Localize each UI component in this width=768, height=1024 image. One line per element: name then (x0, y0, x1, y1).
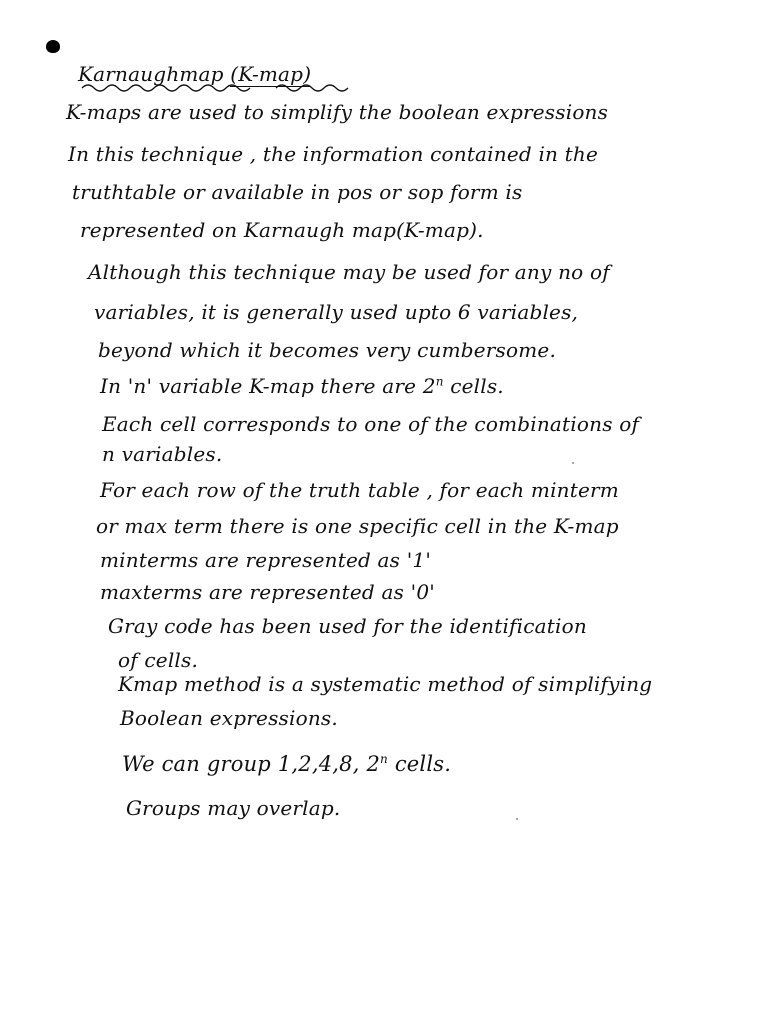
text-line-20: Groups may overlap. (126, 796, 341, 820)
text-line-12: or max term there is one specific cell in the K-map (96, 514, 619, 538)
text-line-3: truthtable or available in pos or sop form is (72, 180, 523, 204)
text-line-15: Gray code has been used for the identification (108, 614, 587, 638)
text-line-19 (122, 752, 451, 776)
cells-suffix-2: cells. (394, 752, 452, 776)
text-line-17: Kmap method is a systematic method of simplifying (118, 672, 653, 696)
ink-blot (46, 40, 60, 53)
cells-suffix: cells. (450, 374, 504, 398)
text-line-2: In this technique , the information contained in the (68, 142, 599, 166)
text-line-9: Each cell corresponds to one of the combinations of (102, 412, 640, 436)
text-line-4: represented on Karnaugh map(K-map). (80, 218, 484, 242)
group-sizes-text: We can group 1,2,4,8, 2 (122, 752, 381, 776)
title-main: Karnaughmap (78, 62, 224, 86)
title-underline-squiggle (80, 82, 360, 94)
text-line-6: variables, it is generally used upto 6 variables, (94, 300, 579, 324)
superscript-n-2: n (380, 752, 388, 766)
title-paren: (K-map) (230, 62, 312, 86)
text-line-11: For each row of the truth table , for each minterm (100, 478, 619, 502)
stray-mark-2 (516, 818, 518, 820)
text-line-8 (100, 374, 504, 398)
superscript-n: n (435, 374, 444, 389)
cells-count-text: In 'n' variable K-map there are 2 (100, 374, 436, 398)
text-line-7: beyond which it becomes very cumbersome. (98, 338, 557, 362)
text-line-16: of cells. (118, 648, 199, 672)
stray-mark (572, 462, 574, 464)
text-line-5: Although this technique may be used for any no of (88, 260, 610, 284)
text-line-18: Boolean expressions. (120, 706, 338, 730)
text-line-10: n variables. (102, 442, 223, 466)
text-line-13: minterms are represented as '1' (100, 548, 432, 572)
text-line-14: maxterms are represented as '0' (100, 580, 435, 604)
text-line-1: K-maps are used to simplify the boolean expressions (66, 100, 609, 124)
